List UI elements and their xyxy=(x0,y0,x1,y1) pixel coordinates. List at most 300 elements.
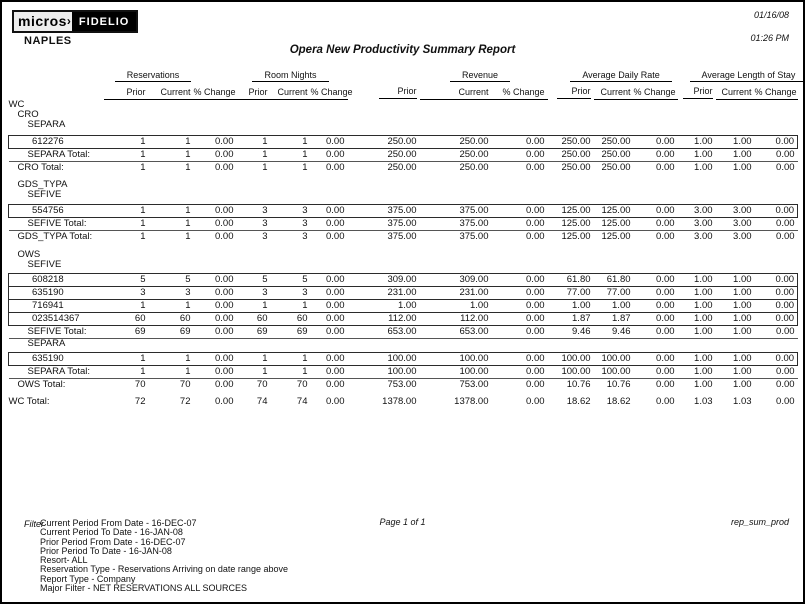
micros-fidelio-logo xyxy=(12,10,138,33)
value-cell: 250.00 xyxy=(459,162,489,173)
value-cell: 1.00 xyxy=(678,313,716,326)
row-label: CRO Total: xyxy=(17,162,64,173)
value-cell: 0.00 xyxy=(215,230,234,242)
value-cell: 653.00 xyxy=(348,326,420,339)
value-cell: 1 xyxy=(237,149,271,162)
value-cell: 3.00 xyxy=(716,204,755,217)
row-label: SEFIVE Total: xyxy=(9,326,104,339)
value-cell: 753.00 xyxy=(459,378,489,390)
grandtotal-row xyxy=(9,396,798,408)
filter-line: Prior Period From Date - 16-DEC-07 xyxy=(40,536,186,547)
value-cell: 1 xyxy=(149,300,194,313)
row-label: GDS_TYPA Total: xyxy=(17,230,93,242)
value-cell: 72 xyxy=(134,395,146,407)
value-cell: 100.00 xyxy=(548,352,594,365)
col-header-rn-change: % Change xyxy=(311,82,348,99)
value-cell: 0.00 xyxy=(492,217,548,230)
value-cell: 1.87 xyxy=(594,313,634,326)
value-cell: 375.00 xyxy=(348,217,420,230)
value-cell: 309.00 xyxy=(348,274,420,287)
value-cell: 231.00 xyxy=(420,287,492,300)
productivity-table xyxy=(8,66,798,408)
col-header-rev-change: % Change xyxy=(492,82,548,99)
report-id: rep_sum_prod xyxy=(730,517,789,527)
value-cell: 1.00 xyxy=(716,313,755,326)
value-cell: 0.00 xyxy=(492,365,548,378)
value-cell: 1 xyxy=(262,162,268,173)
value-cell: 250.00 xyxy=(348,149,420,162)
value-cell: 1.00 xyxy=(716,326,755,339)
value-cell: 0.00 xyxy=(776,378,795,390)
value-cell: 0.00 xyxy=(492,300,548,313)
value-cell: 74 xyxy=(256,395,268,407)
value-cell: 1 xyxy=(237,352,271,365)
value-cell: 0.00 xyxy=(634,204,678,217)
value-cell: 250.00 xyxy=(420,136,492,149)
value-cell: 125.00 xyxy=(548,217,594,230)
value-cell: 0.00 xyxy=(755,300,798,313)
value-cell: 69 xyxy=(104,326,149,339)
value-cell: 70 xyxy=(296,378,308,390)
report-date: 01/16/08 xyxy=(753,10,789,20)
value-cell: 1 xyxy=(237,136,271,149)
col-header-rn-current: Current xyxy=(271,82,311,99)
detail-row xyxy=(9,287,798,300)
value-cell: 3 xyxy=(237,204,271,217)
row-label: 716941 xyxy=(9,300,104,313)
value-cell: 0.00 xyxy=(776,395,795,407)
value-cell: 1.00 xyxy=(716,352,755,365)
value-cell: 100.00 xyxy=(420,352,492,365)
value-cell: 0.00 xyxy=(634,217,678,230)
value-cell: 3 xyxy=(237,217,271,230)
value-cell: 0.00 xyxy=(194,217,237,230)
spacer-row xyxy=(9,243,798,250)
detail-row xyxy=(9,300,798,313)
value-cell: 18.62 xyxy=(566,395,591,407)
group-row xyxy=(9,339,798,350)
row-label: 554756 xyxy=(9,204,104,217)
value-cell: 3.00 xyxy=(733,230,752,242)
value-cell: 0.00 xyxy=(526,162,545,173)
group-row xyxy=(9,110,798,120)
value-cell: 0.00 xyxy=(526,378,545,390)
col-header-rn-prior: Prior xyxy=(237,82,271,99)
value-cell: 3 xyxy=(262,230,268,242)
value-cell: 100.00 xyxy=(548,365,594,378)
row-label: SEFIVE Total: xyxy=(9,217,104,230)
col-header-adr-current: Current xyxy=(594,82,634,99)
value-cell: 1.00 xyxy=(694,378,713,390)
value-cell: 0.00 xyxy=(194,136,237,149)
col-header-alos-prior: Prior xyxy=(678,82,716,99)
value-cell: 0.00 xyxy=(634,352,678,365)
detail-row xyxy=(9,352,798,365)
value-cell: 1 xyxy=(302,162,308,173)
group-row xyxy=(9,180,798,190)
group-header-average-daily-rate xyxy=(548,66,678,82)
value-cell: 1 xyxy=(104,136,149,149)
value-cell: 125.00 xyxy=(594,204,634,217)
value-cell: 0.00 xyxy=(755,217,798,230)
value-cell: 0.00 xyxy=(656,162,675,173)
value-cell: 1.00 xyxy=(678,287,716,300)
spacer-cell xyxy=(9,243,798,250)
filter-lines xyxy=(40,519,288,593)
value-cell: 1.00 xyxy=(716,300,755,313)
value-cell: 0.00 xyxy=(755,136,798,149)
value-cell: 1.00 xyxy=(420,300,492,313)
value-cell: 3.00 xyxy=(716,217,755,230)
value-cell: 10.76 xyxy=(566,378,591,390)
group-row xyxy=(9,190,798,200)
value-cell: 375.00 xyxy=(420,204,492,217)
value-cell: 0.00 xyxy=(492,326,548,339)
value-cell: 112.00 xyxy=(420,313,492,326)
value-cell: 0.00 xyxy=(194,313,237,326)
value-cell: 250.00 xyxy=(387,162,417,173)
value-cell: 70 xyxy=(134,378,146,390)
filter-line: Report Type - Company xyxy=(40,573,136,584)
value-cell: 3 xyxy=(271,217,311,230)
value-cell: 125.00 xyxy=(548,204,594,217)
value-cell: 250.00 xyxy=(420,149,492,162)
subtotal-row xyxy=(9,149,798,162)
value-cell: 1.00 xyxy=(594,300,634,313)
value-cell: 112.00 xyxy=(348,313,420,326)
value-cell: 1 xyxy=(185,230,191,242)
value-cell: 3 xyxy=(271,287,311,300)
value-cell: 1 xyxy=(237,300,271,313)
value-cell: 0.00 xyxy=(656,395,675,407)
value-cell: 0.00 xyxy=(311,365,348,378)
value-cell: 1.00 xyxy=(678,274,716,287)
value-cell: 74 xyxy=(296,395,308,407)
value-cell: 1378.00 xyxy=(454,395,489,407)
row-label: SEPARA Total: xyxy=(9,149,104,162)
value-cell: 375.00 xyxy=(387,230,417,242)
value-cell: 0.00 xyxy=(634,274,678,287)
value-cell: 1.03 xyxy=(733,395,752,407)
value-cell: 0.00 xyxy=(311,313,348,326)
value-cell: 0.00 xyxy=(492,313,548,326)
value-cell: 1 xyxy=(149,136,194,149)
row-label: WC Total: xyxy=(8,395,50,407)
value-cell: 250.00 xyxy=(548,149,594,162)
value-cell: 3.00 xyxy=(678,204,716,217)
value-cell: 69 xyxy=(149,326,194,339)
group-header-room-nights xyxy=(237,66,348,82)
value-cell: 100.00 xyxy=(420,365,492,378)
value-cell: 1.00 xyxy=(678,149,716,162)
value-cell: 61.80 xyxy=(594,274,634,287)
value-cell: 0.00 xyxy=(326,378,345,390)
value-cell: 1.00 xyxy=(733,162,752,173)
value-cell: 3.00 xyxy=(694,230,713,242)
value-cell: 1.00 xyxy=(548,300,594,313)
value-cell: 0.00 xyxy=(776,162,795,173)
value-cell: 0.00 xyxy=(634,313,678,326)
value-cell: 1 xyxy=(149,217,194,230)
total-row xyxy=(9,162,798,175)
value-cell: 0.00 xyxy=(492,149,548,162)
detail-row xyxy=(9,136,798,149)
value-cell: 1378.00 xyxy=(382,395,417,407)
value-cell: 3.00 xyxy=(678,217,716,230)
report-table-body xyxy=(9,99,798,408)
value-cell: 0.00 xyxy=(311,287,348,300)
value-cell: 1.87 xyxy=(548,313,594,326)
value-cell: 1.00 xyxy=(716,287,755,300)
row-label: 608218 xyxy=(9,274,104,287)
value-cell: 250.00 xyxy=(601,162,631,173)
row-label: 635190 xyxy=(9,352,104,365)
value-cell: 69 xyxy=(237,326,271,339)
value-cell: 0.00 xyxy=(755,326,798,339)
value-cell: 60 xyxy=(104,313,149,326)
value-cell: 0.00 xyxy=(311,217,348,230)
value-cell: 0.00 xyxy=(492,136,548,149)
value-cell: 3 xyxy=(237,287,271,300)
value-cell: 231.00 xyxy=(348,287,420,300)
row-label: OWS Total: xyxy=(17,378,66,390)
corner-cell xyxy=(9,66,104,82)
subtotal-row xyxy=(9,365,798,378)
value-cell: 0.00 xyxy=(194,326,237,339)
group-header-revenue xyxy=(348,66,548,82)
detail-row xyxy=(9,274,798,287)
value-cell: 0.00 xyxy=(526,230,545,242)
value-cell: 0.00 xyxy=(656,230,675,242)
value-cell: 0.00 xyxy=(194,149,237,162)
value-cell: 1 xyxy=(271,136,311,149)
value-cell: 77.00 xyxy=(548,287,594,300)
value-cell: 0.00 xyxy=(194,365,237,378)
group-label: SEFIVE xyxy=(27,189,62,200)
value-cell: 1 xyxy=(271,352,311,365)
report-title: Opera New Productivity Summary Report xyxy=(289,44,516,56)
value-cell: 0.00 xyxy=(755,204,798,217)
value-cell: 0.00 xyxy=(634,300,678,313)
value-cell: 3 xyxy=(271,204,311,217)
value-cell: 753.00 xyxy=(387,378,417,390)
col-header-rev-prior: Prior xyxy=(348,82,420,99)
total-row xyxy=(9,230,798,243)
value-cell: 9.46 xyxy=(594,326,634,339)
value-cell: 0.00 xyxy=(215,378,234,390)
col-header-alos-current: Current xyxy=(716,82,755,99)
value-cell: 0.00 xyxy=(776,230,795,242)
value-cell: 0.00 xyxy=(656,378,675,390)
value-cell: 0.00 xyxy=(755,149,798,162)
value-cell: 0.00 xyxy=(194,274,237,287)
value-cell: 1.00 xyxy=(716,365,755,378)
value-cell: 250.00 xyxy=(348,136,420,149)
group-label: SEPARA xyxy=(27,338,66,349)
value-cell: 1 xyxy=(104,365,149,378)
value-cell: 1.00 xyxy=(678,365,716,378)
group-title: Revenue xyxy=(450,70,510,82)
value-cell: 250.00 xyxy=(594,136,634,149)
group-row xyxy=(9,120,798,130)
value-cell: 60 xyxy=(237,313,271,326)
value-cell: 60 xyxy=(149,313,194,326)
total-row xyxy=(9,378,798,391)
value-cell: 0.00 xyxy=(326,162,345,173)
column-group-row xyxy=(9,66,798,82)
value-cell: 375.00 xyxy=(459,230,489,242)
value-cell: 69 xyxy=(271,326,311,339)
value-cell: 0.00 xyxy=(634,365,678,378)
group-label: WC xyxy=(8,98,25,110)
value-cell: 1 xyxy=(104,204,149,217)
value-cell: 0.00 xyxy=(194,300,237,313)
col-header-alos-change: % Change xyxy=(755,82,798,99)
value-cell: 0.00 xyxy=(311,136,348,149)
value-cell: 1 xyxy=(140,230,146,242)
row-label: 635190 xyxy=(9,287,104,300)
group-label: SEPARA xyxy=(27,118,66,130)
value-cell: 0.00 xyxy=(194,352,237,365)
subtotal-row xyxy=(9,326,798,339)
value-cell: 250.00 xyxy=(561,162,591,173)
value-cell: 0.00 xyxy=(634,149,678,162)
value-cell: 5 xyxy=(271,274,311,287)
value-cell: 1 xyxy=(140,162,146,173)
value-cell: 1.00 xyxy=(678,352,716,365)
page-number: Page 1 of 1 xyxy=(379,517,426,527)
group-label: OWS xyxy=(17,248,41,260)
value-cell: 1.00 xyxy=(716,149,755,162)
value-cell: 1.00 xyxy=(678,136,716,149)
value-cell: 5 xyxy=(104,274,149,287)
value-cell: 0.00 xyxy=(311,274,348,287)
value-cell: 1.00 xyxy=(678,326,716,339)
value-cell: 1 xyxy=(149,352,194,365)
value-cell: 0.00 xyxy=(326,230,345,242)
value-cell: 1 xyxy=(104,352,149,365)
value-cell: 0.00 xyxy=(311,149,348,162)
value-cell: 0.00 xyxy=(755,313,798,326)
value-cell: 0.00 xyxy=(194,204,237,217)
value-cell: 0.00 xyxy=(311,300,348,313)
value-cell: 0.00 xyxy=(215,162,234,173)
value-cell: 125.00 xyxy=(594,217,634,230)
filter-line: Reservation Type - Reservations Arriving on date range above xyxy=(40,564,288,575)
value-cell: 1 xyxy=(104,149,149,162)
report-time: 01:26 PM xyxy=(750,33,789,43)
value-cell: 5 xyxy=(149,274,194,287)
value-cell: 250.00 xyxy=(594,149,634,162)
value-cell: 1 xyxy=(104,300,149,313)
value-cell: 250.00 xyxy=(548,136,594,149)
value-cell: 0.00 xyxy=(326,395,345,407)
group-row xyxy=(9,99,798,110)
col-header-res-prior: Prior xyxy=(104,82,149,99)
value-cell: 1.00 xyxy=(733,378,752,390)
value-cell: 0.00 xyxy=(634,287,678,300)
value-cell: 1 xyxy=(185,162,191,173)
row-label: 023514367 xyxy=(9,313,104,326)
group-title: Reservations xyxy=(115,70,192,82)
value-cell: 1 xyxy=(149,149,194,162)
value-cell: 0.00 xyxy=(215,395,234,407)
col-header-res-current: Current xyxy=(149,82,194,99)
value-cell: 0.00 xyxy=(194,287,237,300)
value-cell: 1 xyxy=(237,365,271,378)
value-cell: 1.00 xyxy=(348,300,420,313)
detail-row xyxy=(9,313,798,326)
group-header-average-length-of-stay xyxy=(678,66,798,82)
value-cell: 0.00 xyxy=(311,352,348,365)
value-cell: 0.00 xyxy=(755,274,798,287)
group-row xyxy=(9,260,798,270)
group-title: Average Length of Stay xyxy=(690,70,805,82)
col-header-adr-change: % Change xyxy=(634,82,678,99)
value-cell: 375.00 xyxy=(420,217,492,230)
group-title: Average Daily Rate xyxy=(570,70,671,82)
value-cell: 125.00 xyxy=(601,230,631,242)
value-cell: 0.00 xyxy=(311,326,348,339)
value-cell: 5 xyxy=(237,274,271,287)
property-name: NAPLES xyxy=(24,35,72,47)
value-cell: 3 xyxy=(302,230,308,242)
subtotal-row xyxy=(9,217,798,230)
filter-line: Current Period From Date - 16-DEC-07 xyxy=(40,518,197,528)
value-cell: 72 xyxy=(179,395,191,407)
row-label: SEPARA Total: xyxy=(9,365,104,378)
group-label: CRO xyxy=(17,108,39,120)
value-cell: 1.00 xyxy=(678,300,716,313)
value-cell: 61.80 xyxy=(548,274,594,287)
value-cell: 9.46 xyxy=(548,326,594,339)
value-cell: 0.00 xyxy=(492,352,548,365)
value-cell: 125.00 xyxy=(561,230,591,242)
value-cell: 0.00 xyxy=(755,365,798,378)
filter-line: Current Period To Date - 16-JAN-08 xyxy=(40,527,183,538)
logo-arrow-icon: › xyxy=(67,12,72,31)
value-cell: 653.00 xyxy=(420,326,492,339)
col-header-rev-current: Current xyxy=(420,82,492,99)
value-cell: 1 xyxy=(271,365,311,378)
value-cell: 0.00 xyxy=(492,204,548,217)
col-header-res-change: % Change xyxy=(194,82,237,99)
value-cell: 10.76 xyxy=(606,378,631,390)
value-cell: 1.00 xyxy=(716,136,755,149)
value-cell: 0.00 xyxy=(634,136,678,149)
value-cell: 100.00 xyxy=(348,365,420,378)
group-title: Room Nights xyxy=(252,70,328,82)
value-cell: 0.00 xyxy=(311,204,348,217)
value-cell: 18.62 xyxy=(606,395,631,407)
value-cell: 3 xyxy=(149,287,194,300)
row-label: 612276 xyxy=(9,136,104,149)
value-cell: 100.00 xyxy=(594,352,634,365)
value-cell: 1 xyxy=(149,204,194,217)
detail-row xyxy=(9,204,798,217)
logo-micros-text: micros xyxy=(14,12,67,31)
value-cell: 1.03 xyxy=(694,395,713,407)
filter-line: Resort- ALL xyxy=(40,555,88,566)
value-cell: 100.00 xyxy=(594,365,634,378)
filter-label: Filter xyxy=(24,519,44,529)
value-cell: 309.00 xyxy=(420,274,492,287)
value-cell: 0.00 xyxy=(755,287,798,300)
value-cell: 1 xyxy=(271,149,311,162)
value-cell: 375.00 xyxy=(348,204,420,217)
value-cell: 70 xyxy=(256,378,268,390)
value-cell: 0.00 xyxy=(492,274,548,287)
